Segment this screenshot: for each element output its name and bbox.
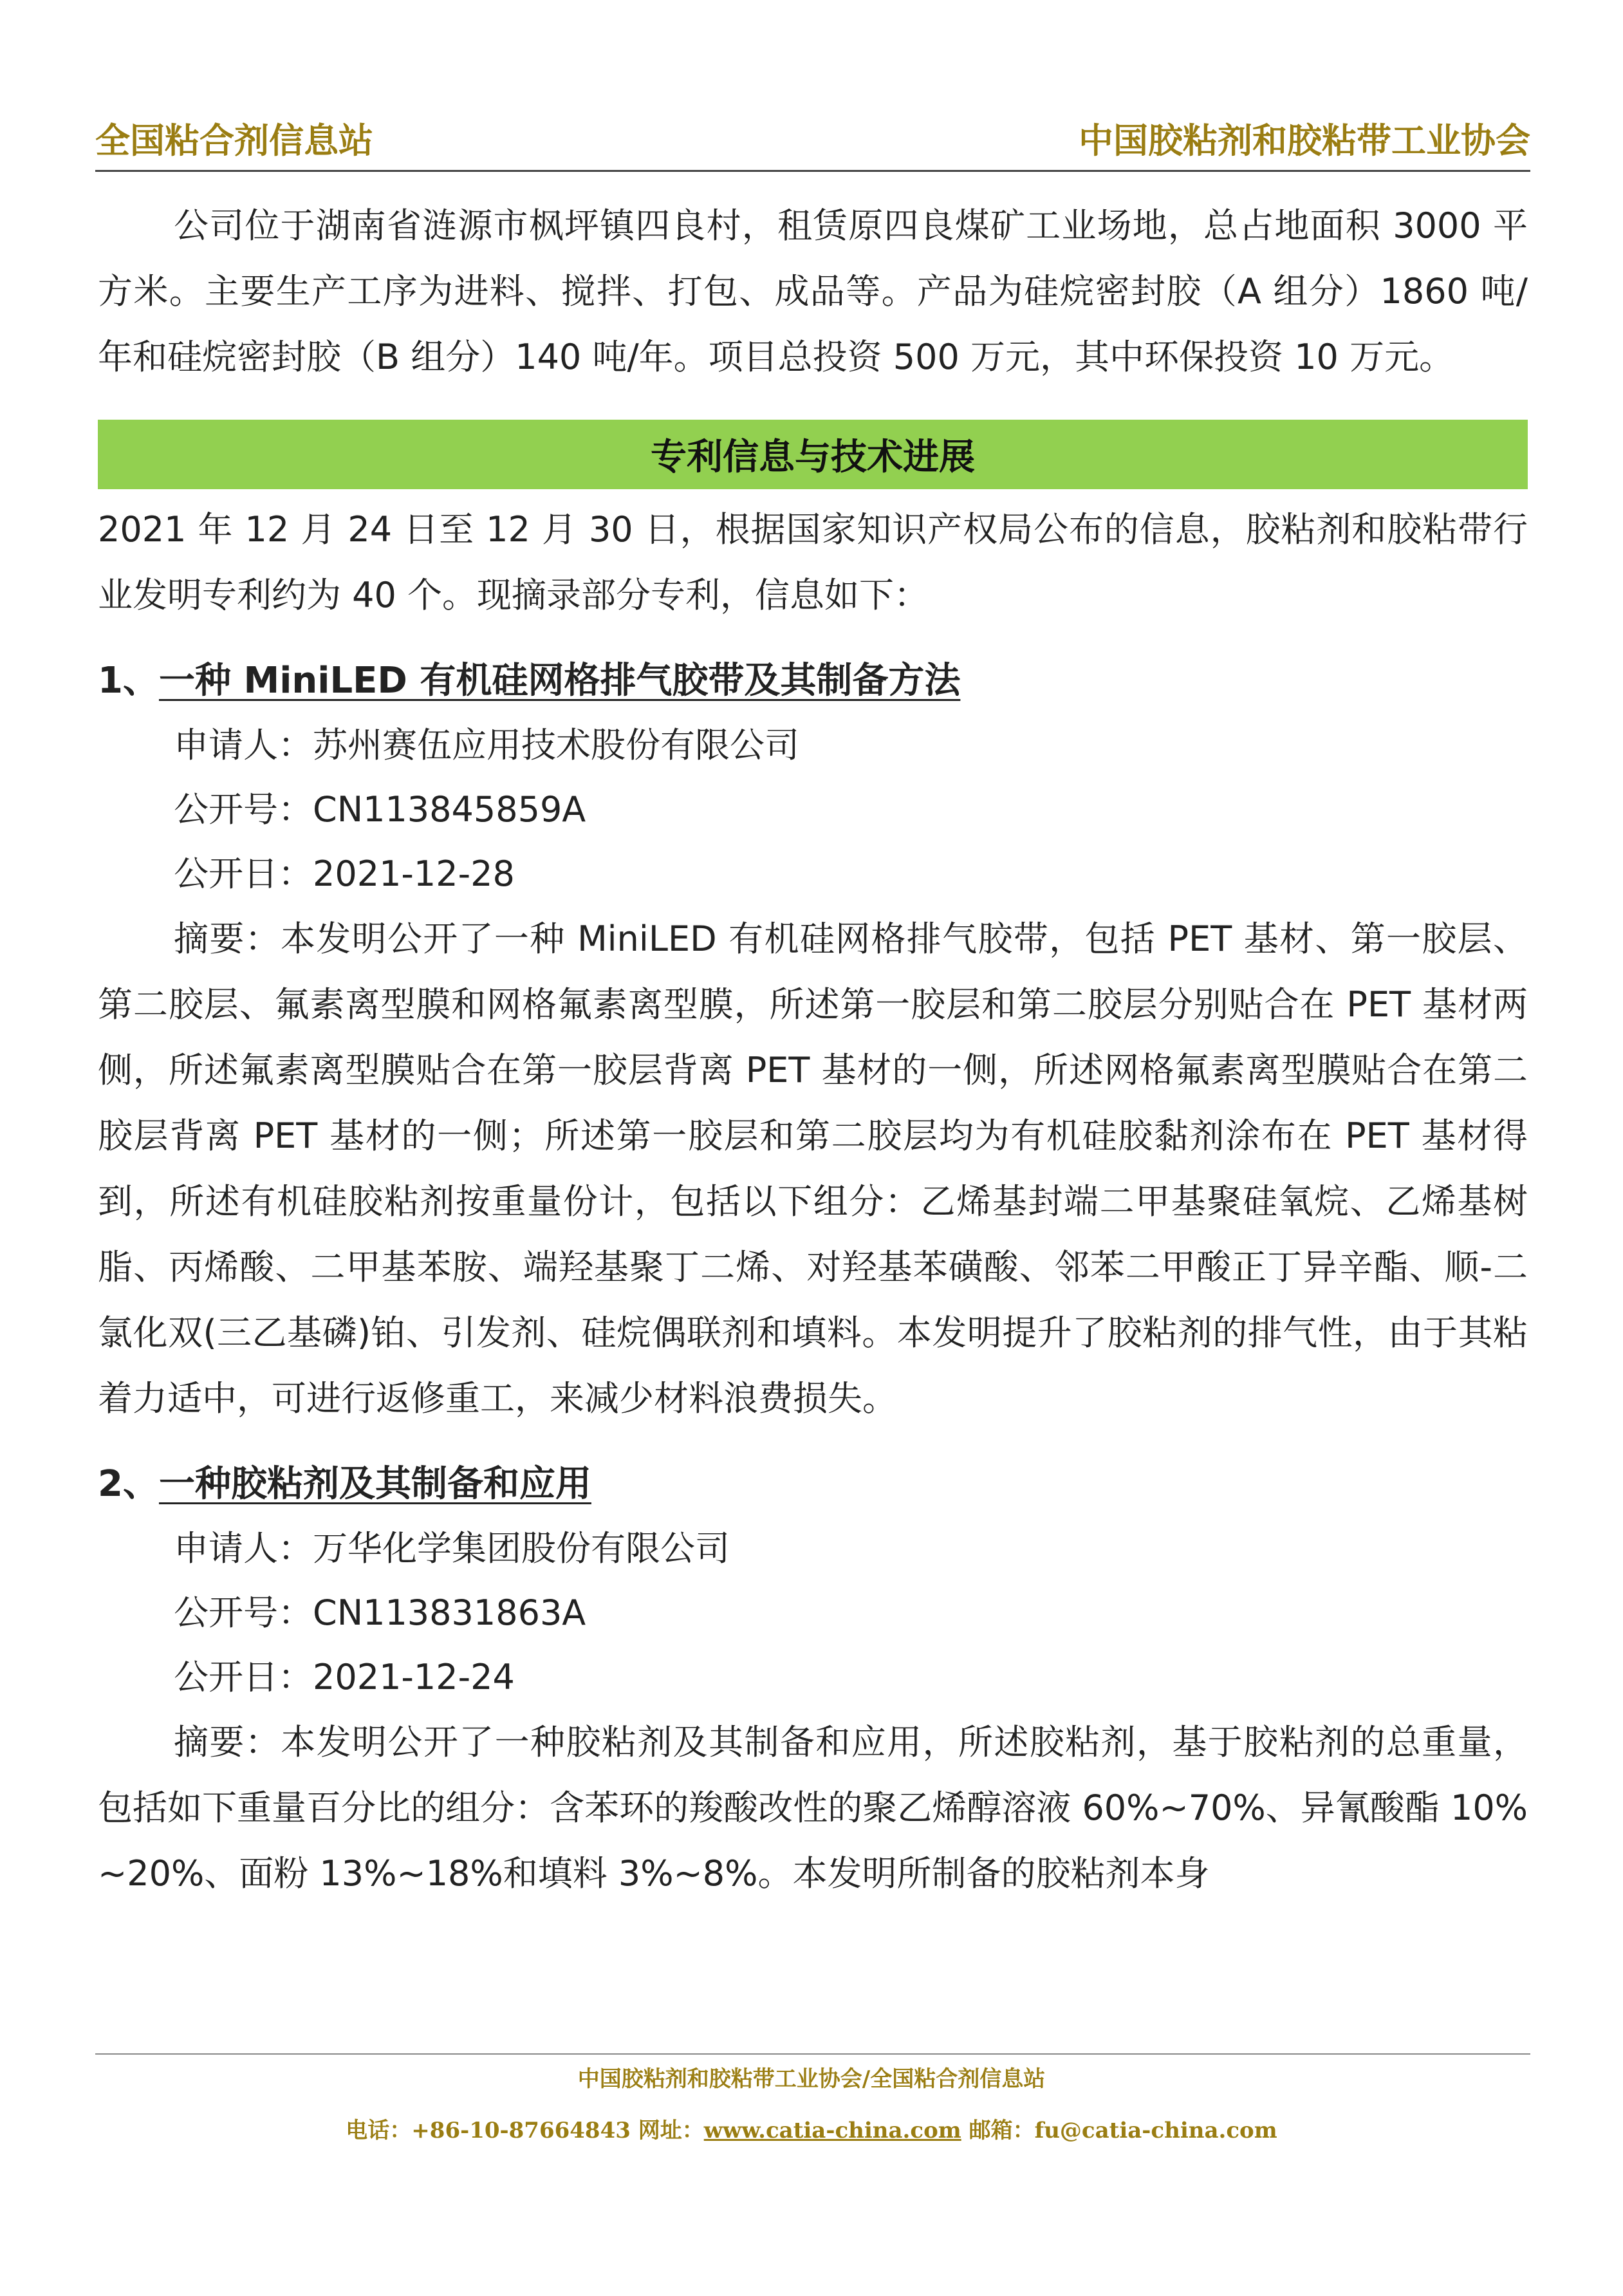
section-intro-paragraph: 2021 年 12 月 24 日至 12 月 30 日，根据国家知识产权局公布的信息，胶粘剂和胶粘带行业发明专利约为 40 个。现摘录部分专利，信息如下： — [98, 509, 1528, 615]
company-intro-paragraph: 公司位于湖南省涟源市枫坪镇四良村，租赁原四良煤矿工业场地，总占地面积 3000 平方米。主要生产工序为进料、搅拌、打包、成品等。产品为硅烷密封胶（A 组分）1860 吨/年和硅烷密封胶（B 组分）140 吨/年。项目总投资 500 万元，其中环保投资 10 万元。 — [98, 205, 1528, 377]
patent-title-2 — [98, 1452, 1528, 1517]
page-content — [98, 193, 1528, 1907]
section-banner-title: 专利信息与技术进展 — [651, 436, 975, 478]
patent-abstract-2: 摘要：本发明公开了一种胶粘剂及其制备和应用，所述胶粘剂，基于胶粘剂的总重量，包括如下重量百分比的组分：含苯环的羧酸改性的聚乙烯醇溶液 60%~70%、异氰酸酯 10%~20%、面粉 13%~18%和填料 3%~8%。本发明所制备的胶粘剂本身 — [98, 1722, 1528, 1894]
patent-number-2: 2、 — [98, 1463, 159, 1505]
patent-entry-1 — [98, 649, 1528, 1432]
section-banner — [98, 420, 1528, 489]
patent-pub-date-1: 公开日：2021-12-28 — [174, 854, 515, 894]
footer-email: 邮箱：fu@catia-china.com — [961, 2118, 1277, 2143]
patent-abstract-1: 摘要：本发明公开了一种 MiniLED 有机硅网格排气胶带，包括 PET 基材、第一胶层、第二胶层、氟素离型膜和网格氟素离型膜，所述第一胶层和第二胶层分别贴合在 PET 基材两侧，所述氟素离型膜贴合在第一胶层背离 PET 基材的一侧，所述网格氟素离型膜贴合在第二胶层背离 PET 基材的一侧；所述第一胶层和第二胶层均为有机硅胶黏剂涂布在 PET 基材得到，所述有机硅胶粘剂按重量份计，包括以下组分：乙烯基封端二甲基聚硅氧烷、乙烯基树脂、丙烯酸、二甲基苯胺、端羟基聚丁二烯、对羟基苯磺酸、邻苯二甲酸正丁异辛酯、顺-二氯化双(三乙基磷)铂、引发剂、硅烷偶联剂和填料。本发明提升了胶粘剂的排气性，由于其粘着力适中，可进行返修重工，来减少材料浪费损失。 — [98, 919, 1528, 1419]
patent-pub-no-2: 公开号：CN113831863A — [174, 1592, 586, 1633]
patent-entry-2 — [98, 1452, 1528, 1907]
page-header — [95, 115, 1530, 166]
patent-number-1: 1、 — [98, 660, 159, 702]
patent-title-text-1: 一种 MiniLED 有机硅网格排气胶带及其制备方法 — [158, 660, 961, 702]
footer-contact — [0, 2114, 1623, 2147]
header-left-title: 全国粘合剂信息站 — [95, 120, 373, 161]
patent-applicant-2: 申请人：万华化学集团股份有限公司 — [174, 1528, 730, 1569]
footer-website-link[interactable]: www.catia-china.com — [703, 2118, 961, 2143]
header-divider — [95, 170, 1530, 172]
patent-title-text-2: 一种胶粘剂及其制备和应用 — [158, 1463, 591, 1505]
footer-phone: 电话：+86-10-87664843 网址： — [346, 2118, 704, 2143]
patent-applicant-1: 申请人：苏州赛伍应用技术股份有限公司 — [174, 725, 799, 765]
patent-pub-date-2: 公开日：2021-12-24 — [174, 1657, 515, 1697]
patent-title-1 — [98, 649, 1528, 713]
header-right-title: 中国胶粘剂和胶粘带工业协会 — [1079, 120, 1530, 161]
footer-divider — [95, 2053, 1530, 2055]
patent-pub-no-1: 公开号：CN113845859A — [174, 789, 586, 830]
footer-organization: 中国胶粘剂和胶粘带工业协会/全国粘合剂信息站 — [577, 2066, 1046, 2092]
